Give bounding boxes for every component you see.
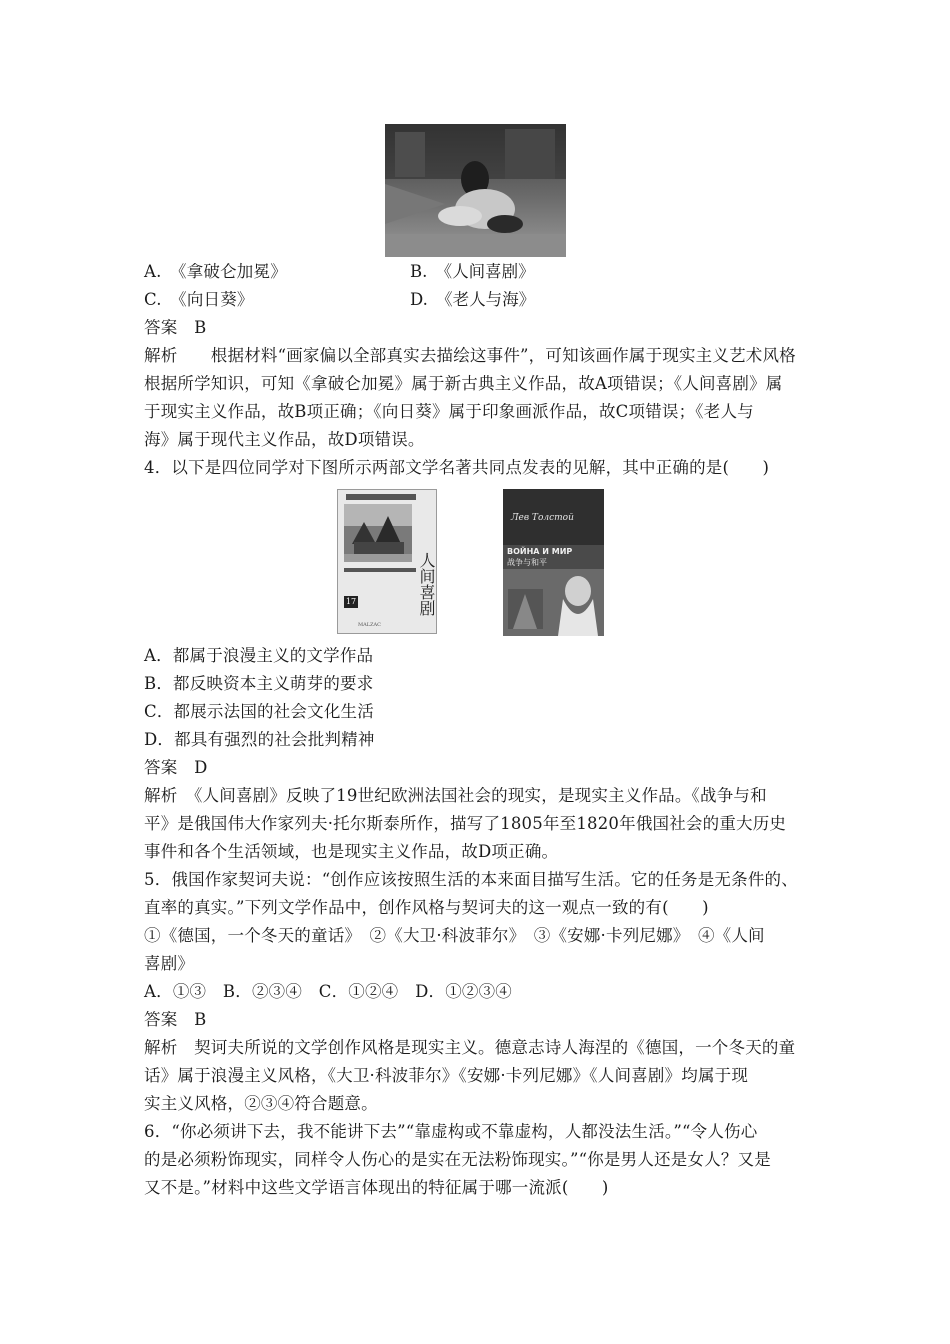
- question-stem: 的是必须粉饰现实，同样令人伤心的是实在无法粉饰现实。”“你是男人还是女人？又是: [144, 1150, 771, 1169]
- question-stem: ①《德国，一个冬天的童话》 ②《大卫·科波菲尔》 ③《安娜·卡列尼娜》 ④《人间: [144, 926, 765, 945]
- book-cover-human-comedy: [337, 489, 437, 634]
- book-cover-war-and-peace: [503, 489, 604, 636]
- option-b: B．都反映资本主义萌芽的要求: [144, 674, 374, 693]
- author-signature: Лев Толстой: [511, 513, 574, 523]
- analysis-line: 于现实主义作品，故B项正确；《向日葵》属于印象画派作品，故C项错误；《老人与: [144, 402, 754, 421]
- answer: 答案 B: [144, 318, 207, 337]
- answer: 答案 D: [144, 758, 208, 777]
- question-stem: 又不是。”材料中这些文学语言体现出的特征属于哪一流派( ): [144, 1178, 609, 1197]
- question-stem: 6．“你必须讲下去，我不能讲下去”“靠虚构或不靠虚构，人都没法生活。”“令人伤心: [144, 1122, 758, 1141]
- analysis-line: 根据所学知识，可知《拿破仑加冕》属于新古典主义作品，故A项错误；《人间喜剧》属: [144, 374, 783, 393]
- book-volume-number: 17: [345, 597, 357, 606]
- question-stem: 直率的真实。”下列文学作品中，创作风格与契诃夫的这一观点一致的有( ): [144, 898, 709, 917]
- analysis-line: 平》是俄国伟大作家列夫·托尔斯泰所作，描写了1805年至1820年俄国社会的重大历史: [144, 814, 787, 833]
- question-stem: 喜剧》: [144, 954, 195, 973]
- book-title: 人间喜剧: [417, 552, 436, 616]
- option-c: C. 《向日葵》: [144, 290, 254, 309]
- analysis-line: 海》属于现代主义作品，故D项错误。: [144, 430, 425, 449]
- question-stem: 4．以下是四位同学对下图所示两部文学名著共同点发表的见解，其中正确的是( ): [144, 458, 770, 477]
- analysis-line: 解析 根据材料“画家偏以全部真实去描绘这事件”，可知该画作属于现实主义艺术风格: [144, 346, 796, 365]
- option-a: A. 《拿破仑加冕》: [144, 262, 287, 281]
- options-line: A．①③ B．②③④ C．①②④ D．①②③④: [144, 982, 512, 1001]
- book-title-chinese: 战争与和平: [507, 558, 547, 567]
- option-b: B. 《人间喜剧》: [410, 262, 535, 281]
- painting-image: [385, 124, 566, 257]
- option-c: C．都展示法国的社会文化生活: [144, 702, 374, 721]
- book-title-russian: ВОЙНА И МИР: [507, 547, 573, 556]
- book-author: MALZAC: [358, 622, 381, 628]
- analysis-line: 解析 《人间喜剧》反映了19世纪欧洲法国社会的现实，是现实主义作品。《战争与和: [144, 786, 767, 805]
- analysis-line: 话》属于浪漫主义风格，《大卫·科波菲尔》《安娜·卡列尼娜》《人间喜剧》均属于现: [144, 1066, 749, 1085]
- analysis-line: 事件和各个生活领域，也是现实主义作品，故D项正确。: [144, 842, 559, 861]
- option-a: A．都属于浪漫主义的文学作品: [144, 646, 374, 665]
- analysis-line: 实主义风格，②③④符合题意。: [144, 1094, 378, 1113]
- option-d: D．都具有强烈的社会批判精神: [144, 730, 375, 749]
- option-d: D. 《老人与海》: [410, 290, 536, 309]
- answer: 答案 B: [144, 1010, 207, 1029]
- question-stem: 5．俄国作家契诃夫说：“创作应该按照生活的本来面目描写生活。它的任务是无条件的、: [144, 870, 798, 889]
- analysis-line: 解析 契诃夫所说的文学创作风格是现实主义。德意志诗人海涅的《德国，一个冬天的童: [144, 1038, 796, 1057]
